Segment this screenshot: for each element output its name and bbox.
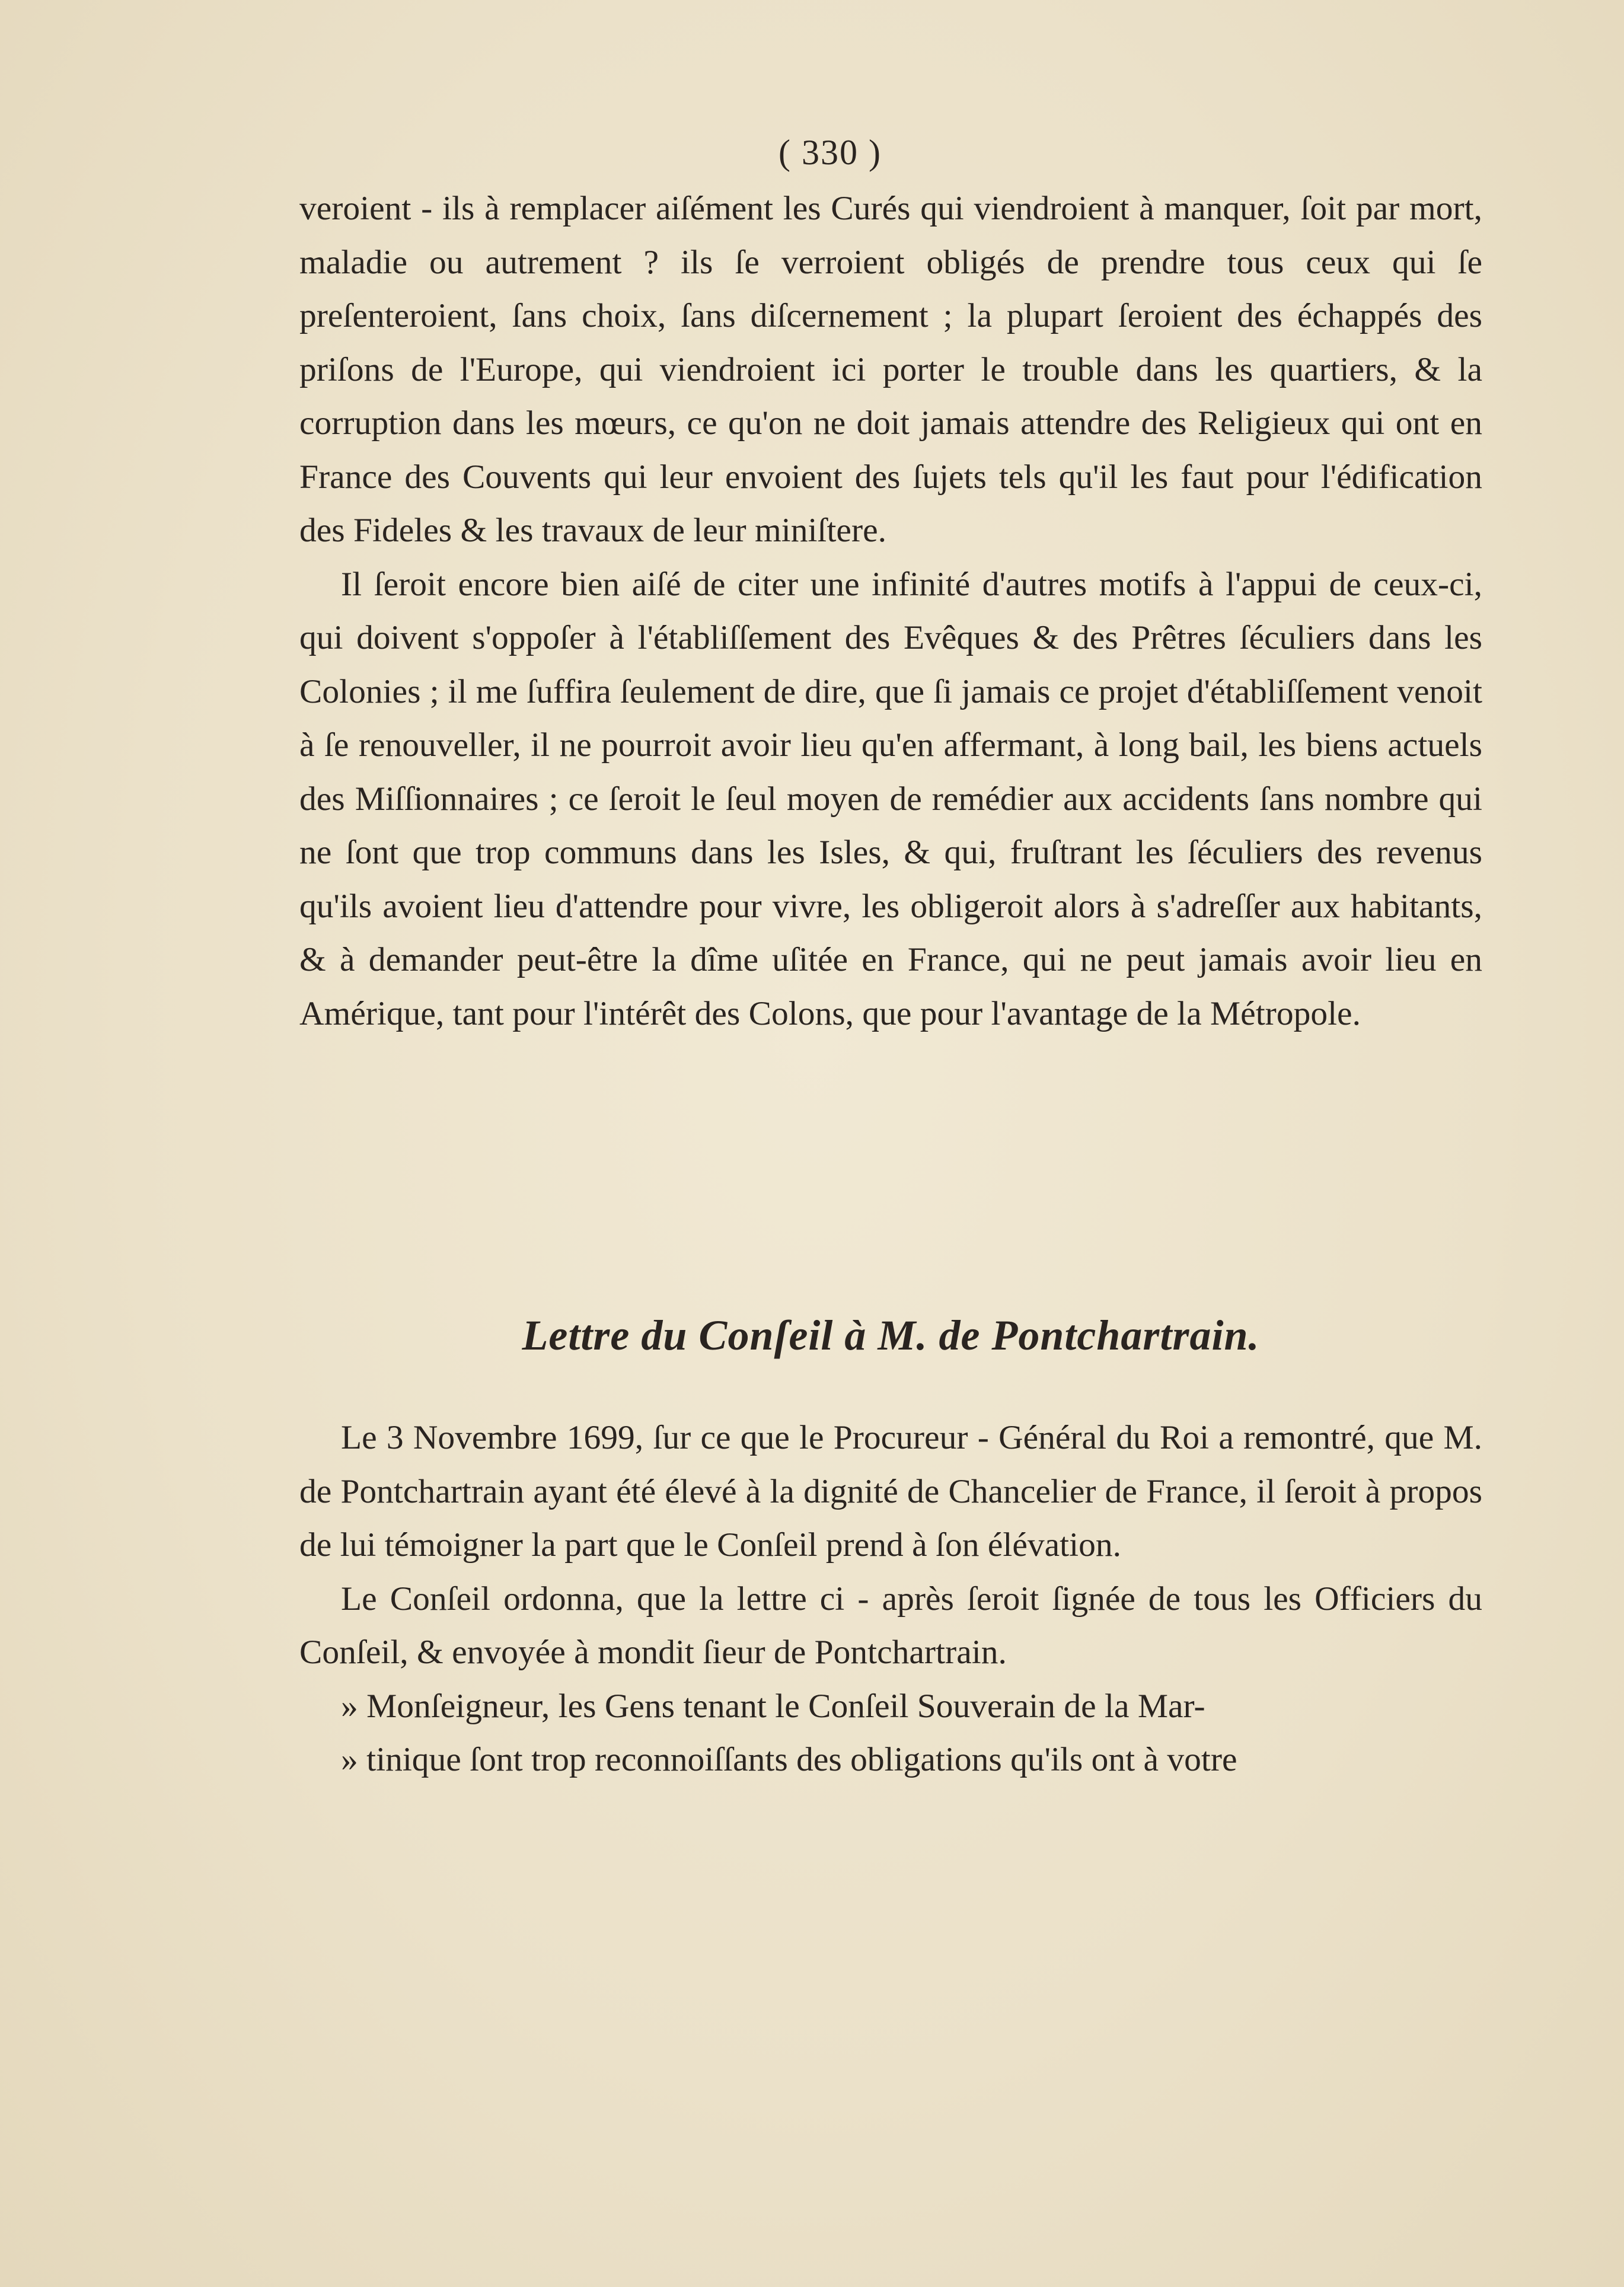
paragraph-motifs: Il ſeroit encore bien aiſé de citer une infinité d'autres motifs à l'appui de ceux-ci, qui doivent s'oppoſer à l'établiſſement des Evêques & des Prêtres ſéculiers dans les Colonies ; il me ſuffira ſeulement de dire, que ſi jamais ce projet d'établiſſement venoit à ſe renouveller, il ne pourroit avoir lieu qu'en affermant, à long bail, les biens actuels des Miſſionnaires ; ce ſeroit le ſeul moyen de remédier aux accidents ſans nombre qui ne ſont que trop communs dans les Isles, & qui, fruſtrant les ſéculiers des revenus qu'ils avoient lieu d'attendre pour vivre, les obligeroit alors à s'adreſſer aux habitants, & à demander peut-être la dîme uſitée en France, qui ne peut jamais avoir lieu en Amérique, tant pour l'intérêt des Colons, que pour l'avantage de la Métropole. xyxy=(299,565,1482,1032)
paragraph-continuation: veroient - ils à remplacer aiſément les Curés qui viendroient à manquer, ſoit par mort, maladie ou autrement ? ils ſe verroient obligés de prendre tous ceux qui ſe preſenteroient, ſans choix, ſans diſcernement ; la plupart ſeroient des échappés des priſons de l'Europe, qui viendroient ici porter le trouble dans les quartiers, & la corruption dans les mœurs, ce qu'on ne doit jamais attendre des Religieux qui ont en France des Couvents qui leur envoient des ſujets tels qu'il les faut pour l'édification des Fideles & les travaux de leur miniſtere. xyxy=(299,190,1482,549)
paragraph-letter-start xyxy=(299,1680,1482,1734)
paragraph-ordonnance: Le Conſeil ordonna, que la lettre ci - après ſeroit ſignée de tous les Officiers du Conſeil, & envoyée à mondit ſieur de Pontchartrain. xyxy=(299,1580,1482,1671)
letter-line-2: tinique ſont trop reconnoiſſants des obligations qu'ils ont à votre xyxy=(366,1741,1237,1778)
page-number: ( 330 ) xyxy=(779,133,882,172)
paragraph-letter-continued xyxy=(299,1733,1482,1787)
letter-line-1: Monſeigneur, les Gens tenant le Conſeil Souverain de la Mar- xyxy=(366,1687,1205,1725)
quote-mark: » xyxy=(341,1741,358,1778)
section-heading: Lettre du Conſeil à M. de Pontchartrain. xyxy=(522,1312,1260,1359)
text-block-lower xyxy=(299,1411,1482,1787)
text-block-upper xyxy=(299,182,1482,1041)
paragraph-procureur: Le 3 Novembre 1699, ſur ce que le Procureur - Général du Roi a remontré, que M. de Pontchartrain ayant été élevé à la dignité de Chancelier de France, il ſeroit à propos de lui témoigner la part que le Conſeil prend à ſon élévation. xyxy=(299,1419,1482,1564)
quote-mark: » xyxy=(341,1687,358,1725)
